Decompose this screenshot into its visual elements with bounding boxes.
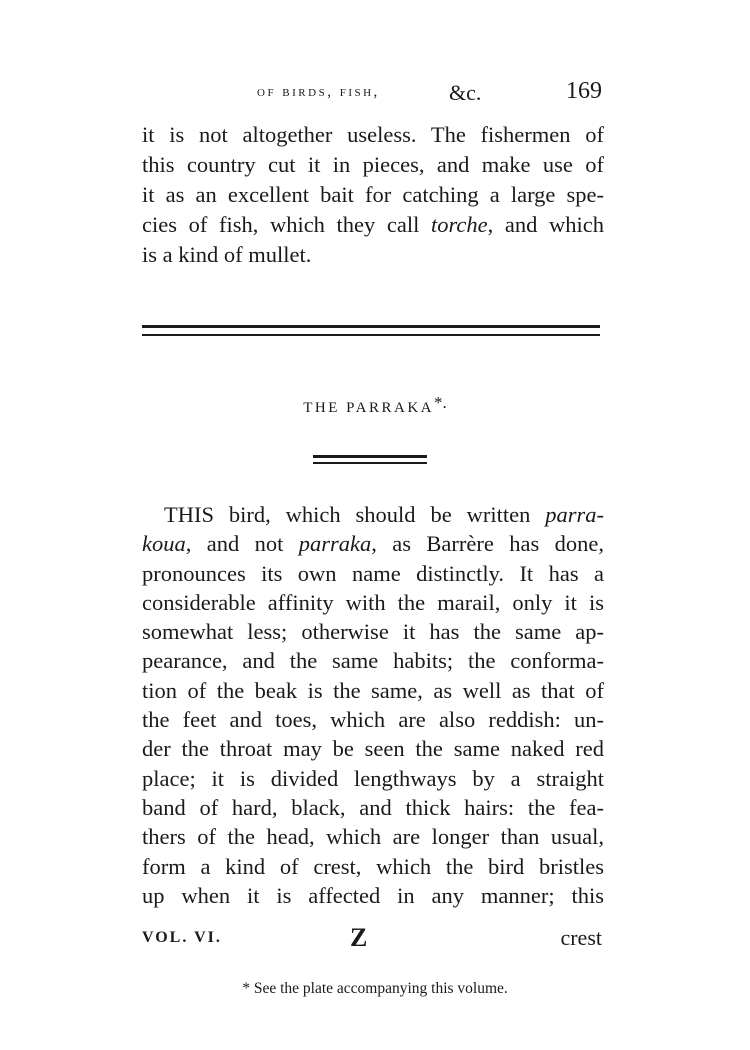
section-heading bbox=[0, 393, 750, 417]
text-line: it as an excellent bait for catching a large spe- bbox=[142, 182, 604, 207]
running-head bbox=[142, 78, 602, 112]
text-line: place; it is divided lengthways by a straight bbox=[142, 765, 604, 791]
volume-mark: VOL. VI. bbox=[142, 929, 222, 946]
paragraph-continued bbox=[142, 120, 604, 270]
running-title: of birds, fish, bbox=[257, 84, 380, 100]
text-line: somewhat less; otherwise it has the same ap- bbox=[142, 619, 604, 645]
text-line: is a kind of mullet. bbox=[142, 242, 312, 267]
signature-line bbox=[142, 925, 602, 955]
text-line: it is not altogether useless. The fishermen of bbox=[142, 122, 604, 147]
text-line: this country cut it in pieces, and make use of bbox=[142, 152, 604, 177]
text-line: form a kind of crest, which the bird bristles bbox=[142, 853, 604, 879]
paragraph-main bbox=[142, 500, 604, 910]
footnote: * See the plate accompanying this volume. bbox=[242, 980, 508, 997]
text-line: pronounces its own name distinctly. It has a bbox=[142, 560, 604, 586]
running-ampersand: &c. bbox=[449, 80, 482, 105]
text-line: tion of the beak is the same, as well as that of bbox=[142, 677, 604, 703]
page-number: 169 bbox=[566, 78, 602, 104]
text-line: considerable affinity with the marail, only it is bbox=[142, 589, 604, 615]
footnote-mark: *. bbox=[433, 393, 447, 412]
signature-letter: Z bbox=[350, 923, 368, 952]
text-line: THIS bird, which should be written parra- bbox=[164, 502, 604, 527]
text-line: der the throat may be seen the same naked red bbox=[142, 736, 604, 762]
text-line: koua, and not parraka, as Barrère has done, bbox=[142, 531, 604, 557]
text-line: thers of the head, which are longer than usual, bbox=[142, 824, 604, 850]
text-line: pearance, and the same habits; the conforma- bbox=[142, 648, 604, 674]
text-line: up when it is affected in any manner; this bbox=[142, 882, 604, 908]
text-line: band of hard, black, and thick hairs: the fea- bbox=[142, 794, 604, 820]
catchword: crest bbox=[560, 925, 602, 950]
text-line: the feet and toes, which are also reddish: un- bbox=[142, 707, 604, 733]
text-line: cies of fish, which they call torche, and which bbox=[142, 212, 604, 237]
section-heading-text: THE PARRAKA bbox=[303, 400, 434, 416]
heading-rule bbox=[313, 455, 427, 465]
section-divider-rule bbox=[142, 325, 600, 337]
